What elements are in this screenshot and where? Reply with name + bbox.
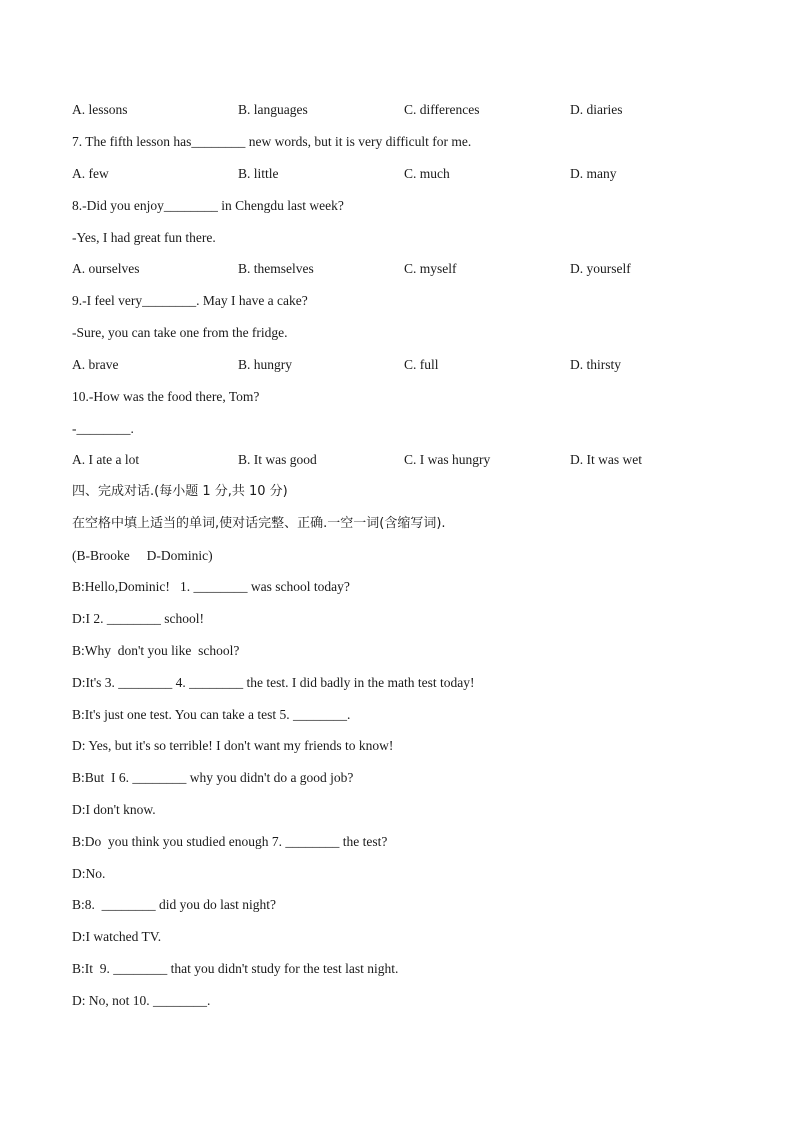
q8-stem: 8.-Did you enjoy________ in Chengdu last week? [72, 198, 344, 213]
q7-option-c: C. much [404, 166, 450, 181]
q9-stem: 9.-I feel very________. May I have a cake? [72, 293, 308, 308]
q8-option-c: C. myself [404, 261, 457, 276]
q9-options [72, 356, 752, 374]
q6-option-a: A. lessons [72, 102, 128, 117]
section-instruction: 在空格中填上适当的单词,使对话完整、正确.一空一词(含缩写词). [72, 516, 446, 531]
q8-options [72, 260, 752, 278]
dialogue-line: D: No, not 10. ________. [72, 993, 211, 1008]
q10-stem: 10.-How was the food there, Tom? [72, 389, 260, 404]
dialogue-line: D:I watched TV. [72, 929, 162, 944]
dialogue-line: B:It 9. ________ that you didn't study for the test last night. [72, 961, 399, 976]
dialogue-line: B:Hello,Dominic! 1. ________ was school today? [72, 579, 350, 594]
q9-option-c: C. full [404, 357, 439, 372]
q9-reply: -Sure, you can take one from the fridge. [72, 325, 288, 340]
q7-option-d: D. many [570, 166, 617, 181]
q9-option-d: D. thirsty [570, 357, 622, 372]
q10-option-b: B. It was good [238, 452, 317, 467]
q10-option-c: C. I was hungry [404, 452, 491, 467]
q8-reply: -Yes, I had great fun there. [72, 230, 216, 245]
q7-stem: 7. The fifth lesson has________ new words, but it is very difficult for me. [72, 134, 472, 149]
q9-option-b: B. hungry [238, 357, 292, 372]
dialogue-line: D:I don't know. [72, 802, 156, 817]
q8-option-b: B. themselves [238, 261, 314, 276]
q7-option-a: A. few [72, 166, 109, 181]
dialogue-line: D:It's 3. ________ 4. ________ the test. I did badly in the math test today! [72, 675, 475, 690]
q6-option-c: C. differences [404, 102, 480, 117]
q8-option-d: D. yourself [570, 261, 631, 276]
q7-options [72, 165, 752, 183]
section-heading: 四、完成对话.(每小题 1 分,共 10 分) [72, 484, 288, 499]
dialogue-line: B:It's just one test. You can take a test 5. ________. [72, 707, 351, 722]
dialogue-line: B:Why don't you like school? [72, 643, 240, 658]
dialogue-line: D:I 2. ________ school! [72, 611, 204, 626]
q6-option-b: B. languages [238, 102, 308, 117]
q10-option-a: A. I ate a lot [72, 452, 140, 467]
q10-option-d: D. It was wet [570, 452, 642, 467]
dialogue-line: D: Yes, but it's so terrible! I don't want my friends to know! [72, 738, 394, 753]
q10-options [72, 451, 752, 469]
q6-option-d: D. diaries [570, 102, 623, 117]
q6-options [72, 101, 752, 119]
dialogue-line: B:Do you think you studied enough 7. ________ the test? [72, 834, 388, 849]
q8-option-a: A. ourselves [72, 261, 140, 276]
dialogue-line: B:But I 6. ________ why you didn't do a good job? [72, 770, 354, 785]
dialogue-line: D:No. [72, 866, 106, 881]
q10-reply: -________. [72, 421, 134, 436]
dialogue-roles: (B-Brooke D-Dominic) [72, 548, 213, 563]
q9-option-a: A. brave [72, 357, 119, 372]
dialogue-line: B:8. ________ did you do last night? [72, 897, 276, 912]
q7-option-b: B. little [238, 166, 279, 181]
